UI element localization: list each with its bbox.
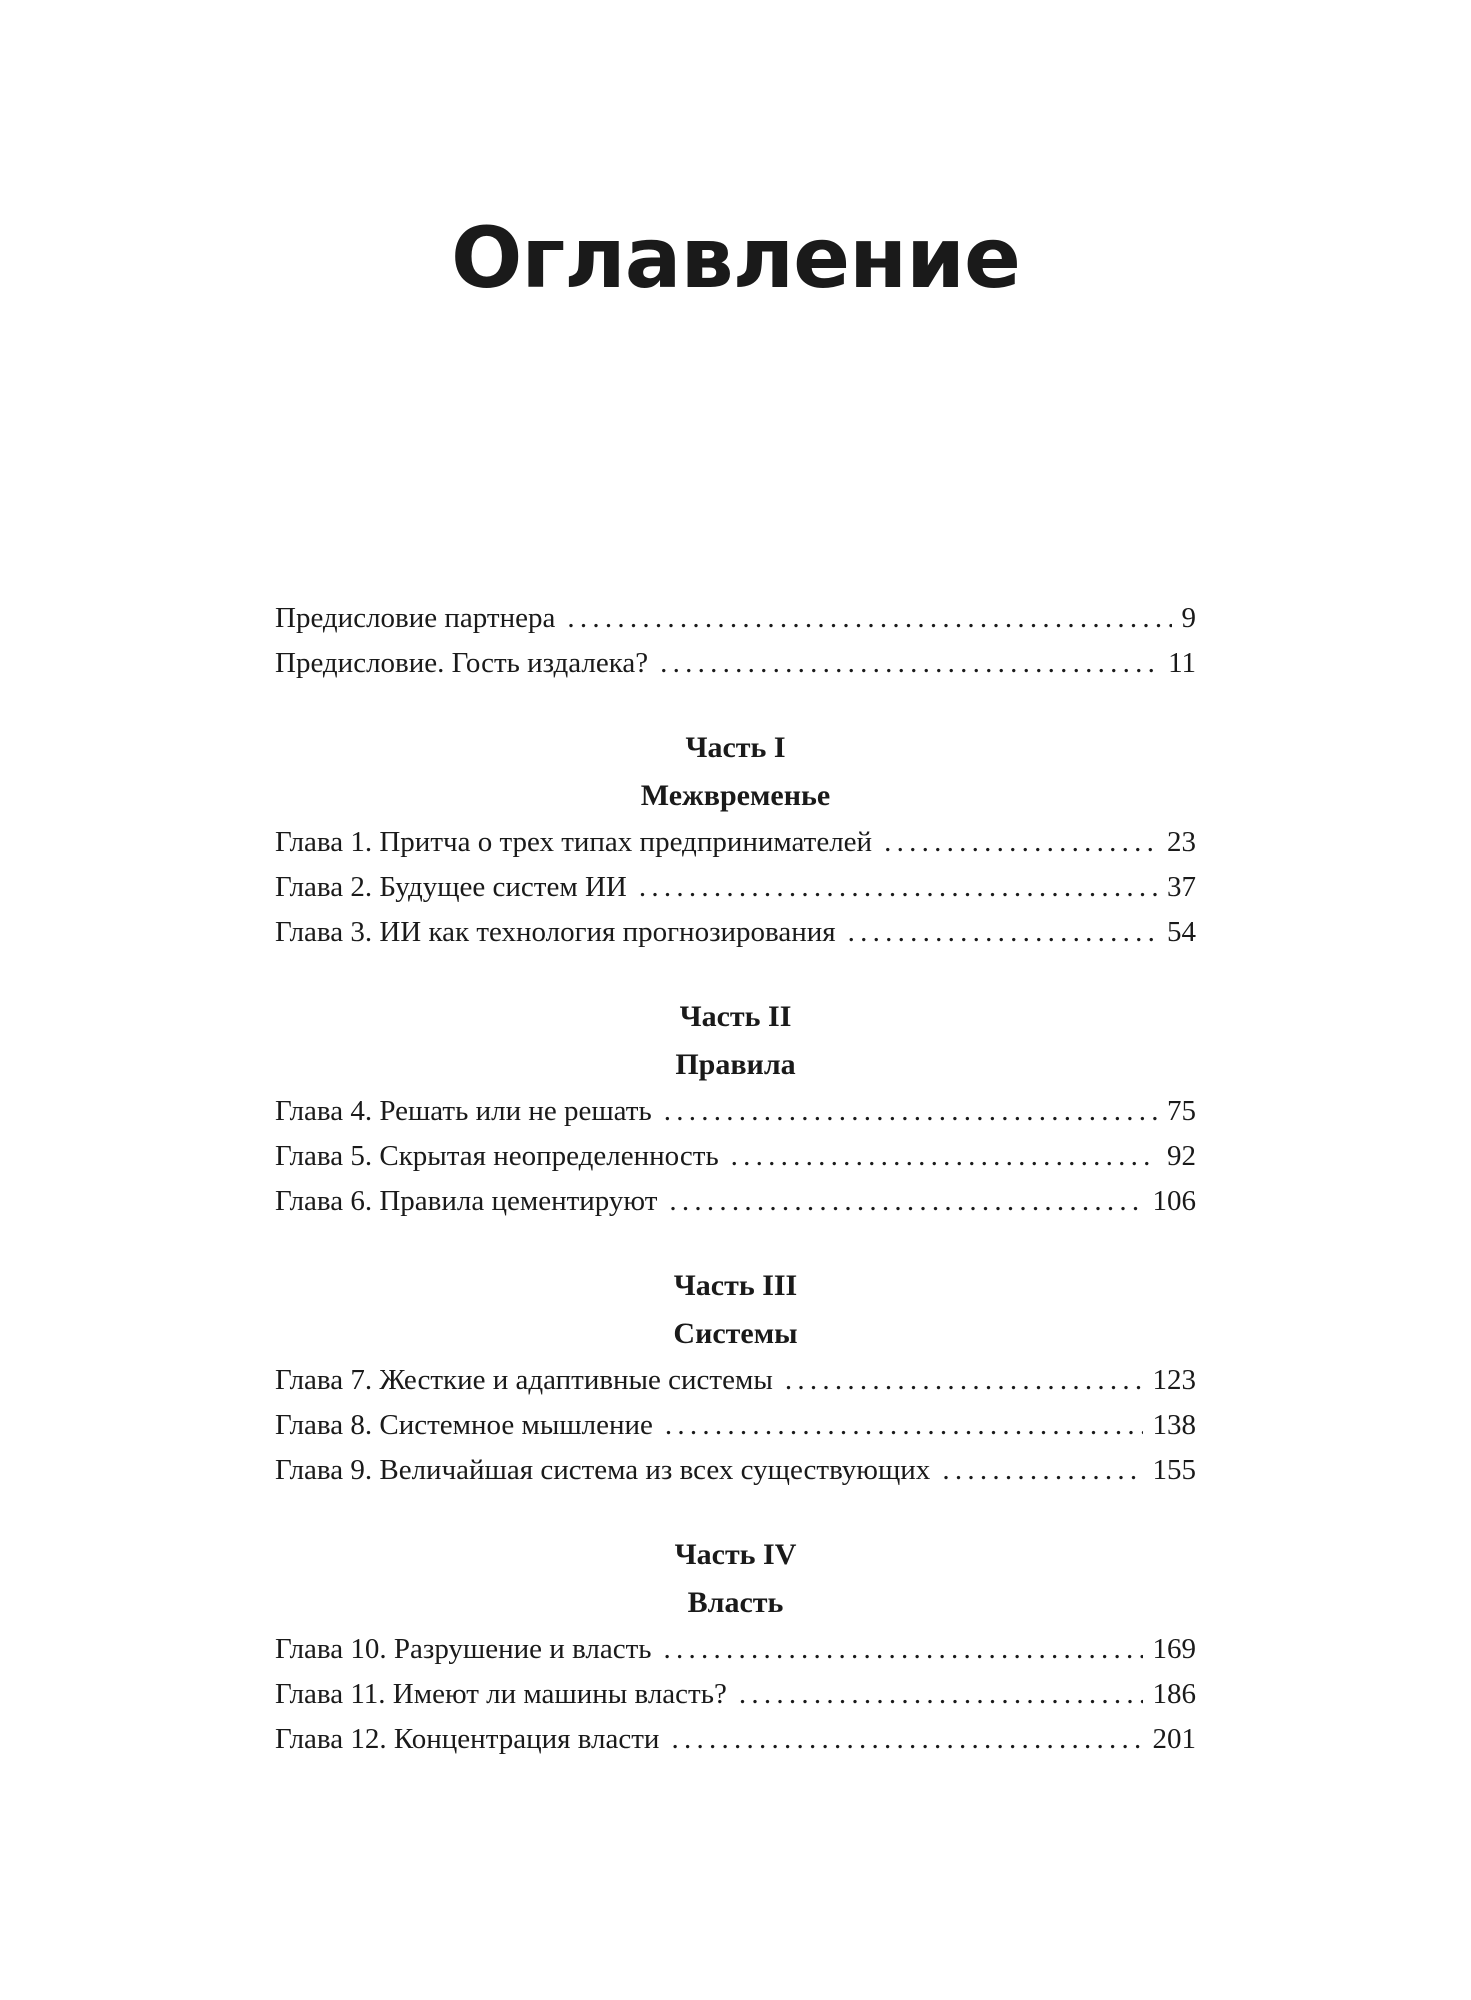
entry-title: Предисловие партнера: [275, 602, 556, 634]
entry-title: Глава 9. Величайшая система из всех существующих: [275, 1454, 931, 1486]
entry-title: Глава 7. Жесткие и адаптивные системы: [275, 1364, 773, 1396]
dot-leader: [664, 1089, 1157, 1134]
entry-page-number: 186: [1152, 1678, 1196, 1710]
entry-page-number: 75: [1167, 1095, 1196, 1127]
part-4: [275, 1531, 1196, 1762]
dot-leader: [567, 596, 1171, 641]
part-name: Правила: [675, 1048, 796, 1081]
entry-page-number: 92: [1167, 1140, 1196, 1172]
entry-page-number: 123: [1152, 1364, 1196, 1396]
table-of-contents: [275, 596, 1196, 1762]
entry-page-number: 54: [1167, 916, 1196, 948]
part-number: Часть IV: [674, 1538, 797, 1571]
entry-title: Глава 1. Притча о трех типах предпринимателей: [275, 826, 873, 858]
toc-entry-chapter-6[interactable]: [275, 1179, 1196, 1224]
part-name: Власть: [687, 1586, 784, 1619]
entry-title: Предисловие. Гость издалека?: [275, 647, 649, 679]
dot-leader: [785, 1358, 1143, 1403]
entry-page-number: 9: [1181, 602, 1196, 634]
dot-leader: [848, 910, 1157, 955]
dot-leader: [660, 641, 1158, 686]
entry-title: Глава 3. ИИ как технология прогнозирования: [275, 916, 836, 948]
part-3: [275, 1262, 1196, 1493]
part-name: Системы: [673, 1317, 798, 1350]
entry-title: Глава 12. Концентрация власти: [275, 1723, 660, 1755]
dot-leader: [664, 1627, 1143, 1672]
dot-leader: [739, 1672, 1143, 1717]
toc-entry-chapter-10[interactable]: [275, 1627, 1196, 1672]
toc-entry-preface[interactable]: [275, 641, 1196, 686]
entry-page-number: 106: [1152, 1185, 1196, 1217]
toc-entry-chapter-12[interactable]: [275, 1717, 1196, 1762]
toc-entry-preface-partner[interactable]: [275, 596, 1196, 641]
dot-leader: [665, 1403, 1143, 1448]
page-title: Оглавление: [450, 209, 1021, 307]
entry-title: Глава 6. Правила цементируют: [275, 1185, 658, 1217]
entry-page-number: 138: [1152, 1409, 1196, 1441]
toc-entry-chapter-5[interactable]: [275, 1134, 1196, 1179]
dot-leader: [884, 820, 1157, 865]
entry-page-number: 11: [1168, 647, 1196, 679]
entry-page-number: 155: [1152, 1454, 1196, 1486]
part-2: [275, 993, 1196, 1224]
part-number: Часть I: [685, 731, 786, 764]
entry-title: Глава 8. Системное мышление: [275, 1409, 653, 1441]
toc-entry-chapter-8[interactable]: [275, 1403, 1196, 1448]
toc-entry-chapter-11[interactable]: [275, 1672, 1196, 1717]
dot-leader: [639, 865, 1157, 910]
toc-entry-chapter-1[interactable]: [275, 820, 1196, 865]
toc-entry-chapter-2[interactable]: [275, 865, 1196, 910]
part-name: Межвременье: [640, 779, 831, 812]
entry-title: Глава 11. Имеют ли машины власть?: [275, 1678, 727, 1710]
dot-leader: [731, 1134, 1157, 1179]
part-1: [275, 724, 1196, 955]
entry-title: Глава 2. Будущее систем ИИ: [275, 871, 627, 903]
entry-page-number: 23: [1167, 826, 1196, 858]
toc-entry-chapter-3[interactable]: [275, 910, 1196, 955]
toc-entry-chapter-9[interactable]: [275, 1448, 1196, 1493]
dot-leader: [669, 1179, 1142, 1224]
dot-leader: [942, 1448, 1142, 1493]
toc-entry-chapter-4[interactable]: [275, 1089, 1196, 1134]
entry-title: Глава 10. Разрушение и власть: [275, 1633, 652, 1665]
part-number: Часть III: [673, 1269, 798, 1302]
entry-page-number: 37: [1167, 871, 1196, 903]
toc-entry-chapter-7[interactable]: [275, 1358, 1196, 1403]
dot-leader: [671, 1717, 1142, 1762]
entry-page-number: 201: [1152, 1723, 1196, 1755]
entry-title: Глава 4. Решать или не решать: [275, 1095, 652, 1127]
entry-page-number: 169: [1152, 1633, 1196, 1665]
part-number: Часть II: [679, 1000, 792, 1033]
entry-title: Глава 5. Скрытая неопределенность: [275, 1140, 719, 1172]
